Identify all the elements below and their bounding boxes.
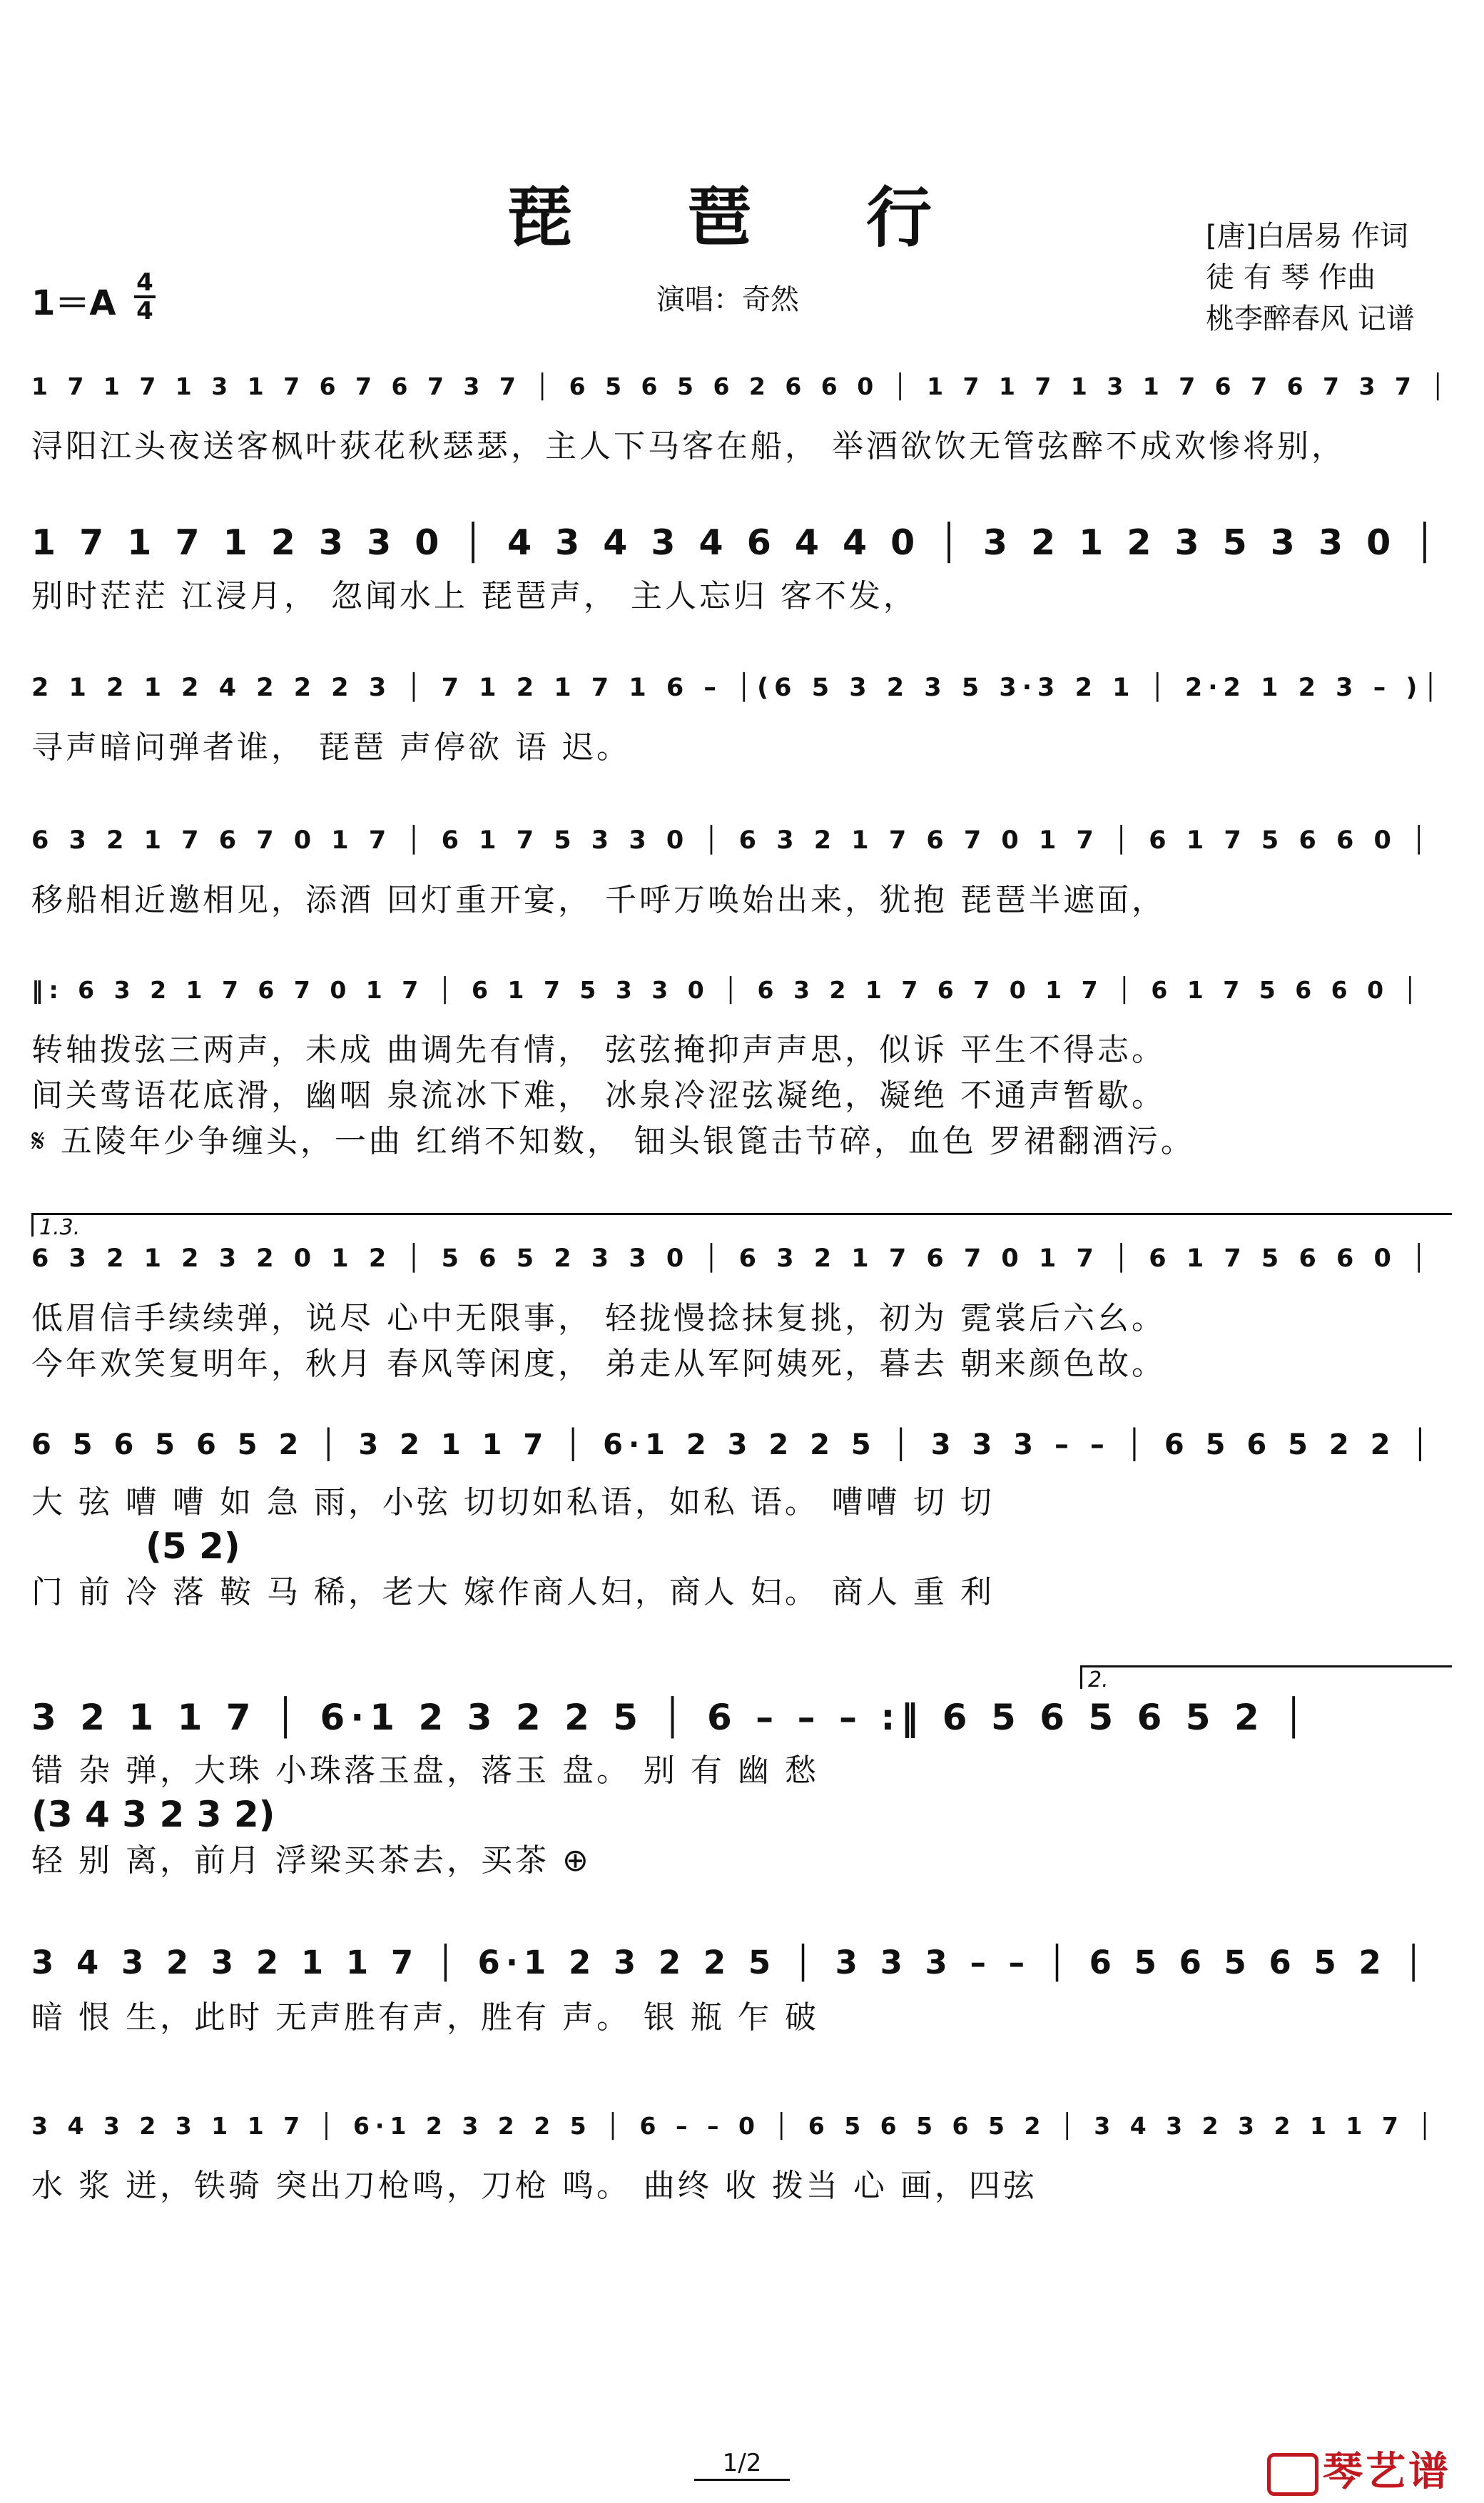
- page-number: [0, 2449, 1484, 2481]
- lyric-line: 门 前 冷 落 鞍 马 稀，老大 嫁作商人妇，商人 妇。 商人 重 利: [31, 1574, 995, 1610]
- credits: [1206, 215, 1415, 340]
- notation-line: 1 7 1 7 1 3 1 7 6 7 6 7 3 7 │ 6 5 6 5 6 2 6 6 0 │ 1 7 1 7 1 3 1 7 6 7 6 7 3 7 │: [31, 372, 1451, 400]
- system-10: [31, 2112, 1451, 2209]
- lyric-line: 错 杂 弹，大珠 小珠落玉盘，落玉 盘。 别 有 幽 愁: [31, 1752, 819, 1789]
- system-3: [31, 674, 1451, 771]
- notation-line: ‖: 6 3 2 1 7 6 7 0 1 7 │ 6 1 7 5 3 3 0 │ 6 3 2 1 7 6 7 0 1 7 │ 6 1 7 5 6 6 0 │: [31, 976, 1423, 1004]
- lyric-line: 大 弦 嘈 嘈 如 急 雨，小弦 切切如私语，如私 语。 嘈嘈 切 切: [31, 1484, 995, 1520]
- lyric-line: 低眉信手续续弹，说尽 心中无限事， 轻拢慢捻抹复挑，初为 霓裳后六幺。: [31, 1300, 1166, 1336]
- lyricist-credit: [唐]白居易 作词: [1206, 220, 1408, 253]
- lyric-line: 转轴拨弦三两声，未成 曲调先有情， 弦弦掩抑声声思，似诉 平生不得志。: [31, 1032, 1166, 1068]
- singer: 演唱：奇然: [656, 283, 799, 316]
- lyric-line: 别时茫茫 江浸月， 忽闻水上 琵琶声， 主人忘归 客不发，: [31, 578, 918, 614]
- system-7: [31, 1428, 1451, 1615]
- lyric-line: 今年欢笑复明年，秋月 春风等闲度， 弟走从军阿姨死，暮去 朝来颜色故。: [31, 1346, 1166, 1382]
- notation-line: 1 7 1 7 1 2 3 3 0 │ 4 3 4 3 4 6 4 4 0 │ 3 2 1 2 3 5 3 3 0 │: [31, 522, 1441, 563]
- page-title: 琵 琶 行: [506, 179, 978, 256]
- time-signature-bottom: 4: [136, 297, 153, 325]
- system-5: [31, 976, 1451, 1164]
- lyric-line: 轻 别 离，前月 浮梁买茶去，买茶 ⊕: [31, 1842, 591, 1879]
- lyric-line: 寻声暗问弹者谁， 琵琶 声停欲 语 迟。: [31, 729, 631, 766]
- notation-line: 3 2 1 1 7 │ 6·1 2 3 2 2 5 │ 6 – – – :‖ 6 5 6 5 6 5 2 │: [31, 1697, 1311, 1738]
- notation-line: 3 4 3 2 3 2 1 1 7 │ 6·1 2 3 2 2 5 │ 3 3 3 – – │ 6 5 6 5 6 5 2 │: [31, 1944, 1429, 1981]
- composer-credit: 徒 有 琴 作曲: [1206, 261, 1376, 294]
- lyric-line: 水 浆 迸，铁骑 突出刀枪鸣，刀枪 鸣。 曲终 收 拨当 心 画，四弦: [31, 2168, 1037, 2204]
- notation-line: 6 3 2 1 2 3 2 0 1 2 │ 5 6 5 2 3 3 0 │ 6 3 2 1 7 6 7 0 1 7 │ 6 1 7 5 6 6 0 │: [31, 1244, 1433, 1273]
- notation-line: 3 4 3 2 3 1 1 7 │ 6·1 2 3 2 2 5 │ 6 – – 0 │ 6 5 6 5 6 5 2 │ 3 4 3 2 3 2 1 1 7 │: [31, 2112, 1438, 2140]
- volta-bracket: 1.3.: [31, 1213, 1452, 1237]
- brand-logo: [1267, 2440, 1451, 2497]
- key-signature: 1＝A: [31, 283, 116, 323]
- lyric-line: 浔阳江头夜送客枫叶荻花秋瑟瑟，主人下马客在船， 举酒欲饮无管弦醉不成欢惨将别，: [31, 428, 1346, 464]
- page-number-text: 1/2: [694, 2449, 791, 2481]
- alt-notes: (3 4 3 2 3 2): [31, 1794, 275, 1835]
- notation-line: 6 3 2 1 7 6 7 0 1 7 │ 6 1 7 5 3 3 0 │ 6 3 2 1 7 6 7 0 1 7 │ 6 1 7 5 6 6 0 │: [31, 826, 1433, 855]
- time-signature: [134, 270, 156, 324]
- system-1: [31, 372, 1451, 469]
- volta-row: [31, 1213, 1451, 1244]
- system-6: [31, 1213, 1451, 1387]
- lyric-line: 间关莺语花底滑，幽咽 泉流冰下难， 冰泉冷涩弦凝绝，凝绝 不通声暂歇。: [31, 1077, 1166, 1114]
- transcriber-credit: 桃李醉春风 记谱: [1206, 303, 1415, 335]
- notation-line: 6 5 6 5 6 5 2 │ 3 2 1 1 7 │ 6·1 2 3 2 2 5 │ 3 3 3 – – │ 6 5 6 5 2 2 │: [31, 1428, 1435, 1461]
- system-2: [31, 522, 1451, 619]
- system-4: [31, 826, 1451, 923]
- lyric-line: 移船相近邀相见，添酒 回灯重开宴， 千呼万唤始出来，犹抱 琵琶半遮面，: [31, 882, 1166, 918]
- lyric-line: 暗 恨 生，此时 无声胜有声，胜有 声。 银 瓶 乍 破: [31, 1999, 819, 2036]
- lyric-line: 𝄋 五陵年少争缠头，一曲 红绡不知数， 钿头银篦击节碎，血色 罗裙翻酒污。: [31, 1123, 1195, 1159]
- system-9: [31, 1944, 1451, 2041]
- system-8: [31, 1665, 1451, 1884]
- brand-logo-text: 琴艺谱: [1323, 2448, 1451, 2495]
- alt-notes: (5 2): [146, 1525, 240, 1567]
- brand-logo-icon: [1267, 2453, 1318, 2496]
- volta-row: [31, 1665, 1451, 1697]
- time-signature-top: 4: [136, 268, 153, 297]
- notation-line: 2 1 2 1 2 4 2 2 2 3 │ 7 1 2 1 7 1 6 – │(6 5 3 2 3 5 3·3 2 1 │ 2·2 1 2 3 – )│: [31, 674, 1444, 702]
- volta-bracket: 2.: [1080, 1665, 1452, 1689]
